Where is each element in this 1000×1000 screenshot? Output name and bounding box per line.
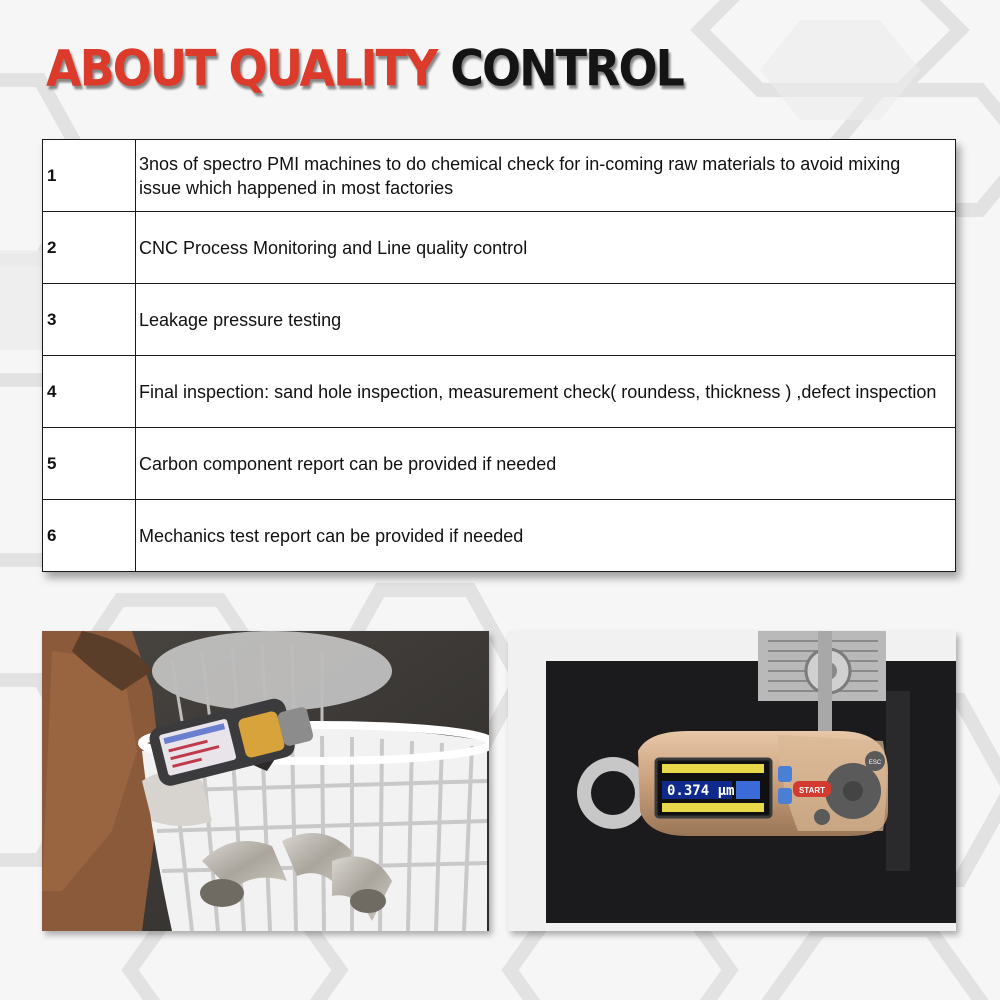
row-number: 3 [43, 284, 136, 356]
row-description: Final inspection: sand hole inspection, measurement check( roundess, thickness ) ,defect inspection [136, 356, 956, 428]
table-row [43, 140, 956, 212]
row-description: Leakage pressure testing [136, 284, 956, 356]
photo-roughness-tester [508, 631, 956, 931]
row-number: 5 [43, 428, 136, 500]
table-row [43, 428, 956, 500]
table-row [43, 356, 956, 428]
photo-pmi-spectrometer-inspection [42, 631, 489, 931]
esc-button-label: ESC [868, 760, 882, 766]
row-number: 1 [43, 140, 136, 212]
row-number: 2 [43, 212, 136, 284]
row-description: Mechanics test report can be provided if needed [136, 500, 956, 572]
title-red-part: ABOUT QUALITY [46, 39, 437, 98]
quality-control-table [42, 139, 956, 572]
page-title [46, 36, 683, 101]
table-row [43, 500, 956, 572]
table-row [43, 284, 956, 356]
start-button-label: START [798, 786, 826, 795]
row-number: 6 [43, 500, 136, 572]
row-description: Carbon component report can be provided if needed [136, 428, 956, 500]
row-description: CNC Process Monitoring and Line quality control [136, 212, 956, 284]
roughness-reading: 0.374 µm [667, 783, 735, 799]
row-number: 4 [43, 356, 136, 428]
title-black-part: CONTROL [450, 39, 683, 98]
table-row [43, 212, 956, 284]
row-description: 3nos of spectro PMI machines to do chemical check for in-coming raw materials to avoid mixing issue which happened in most factories [136, 140, 956, 212]
